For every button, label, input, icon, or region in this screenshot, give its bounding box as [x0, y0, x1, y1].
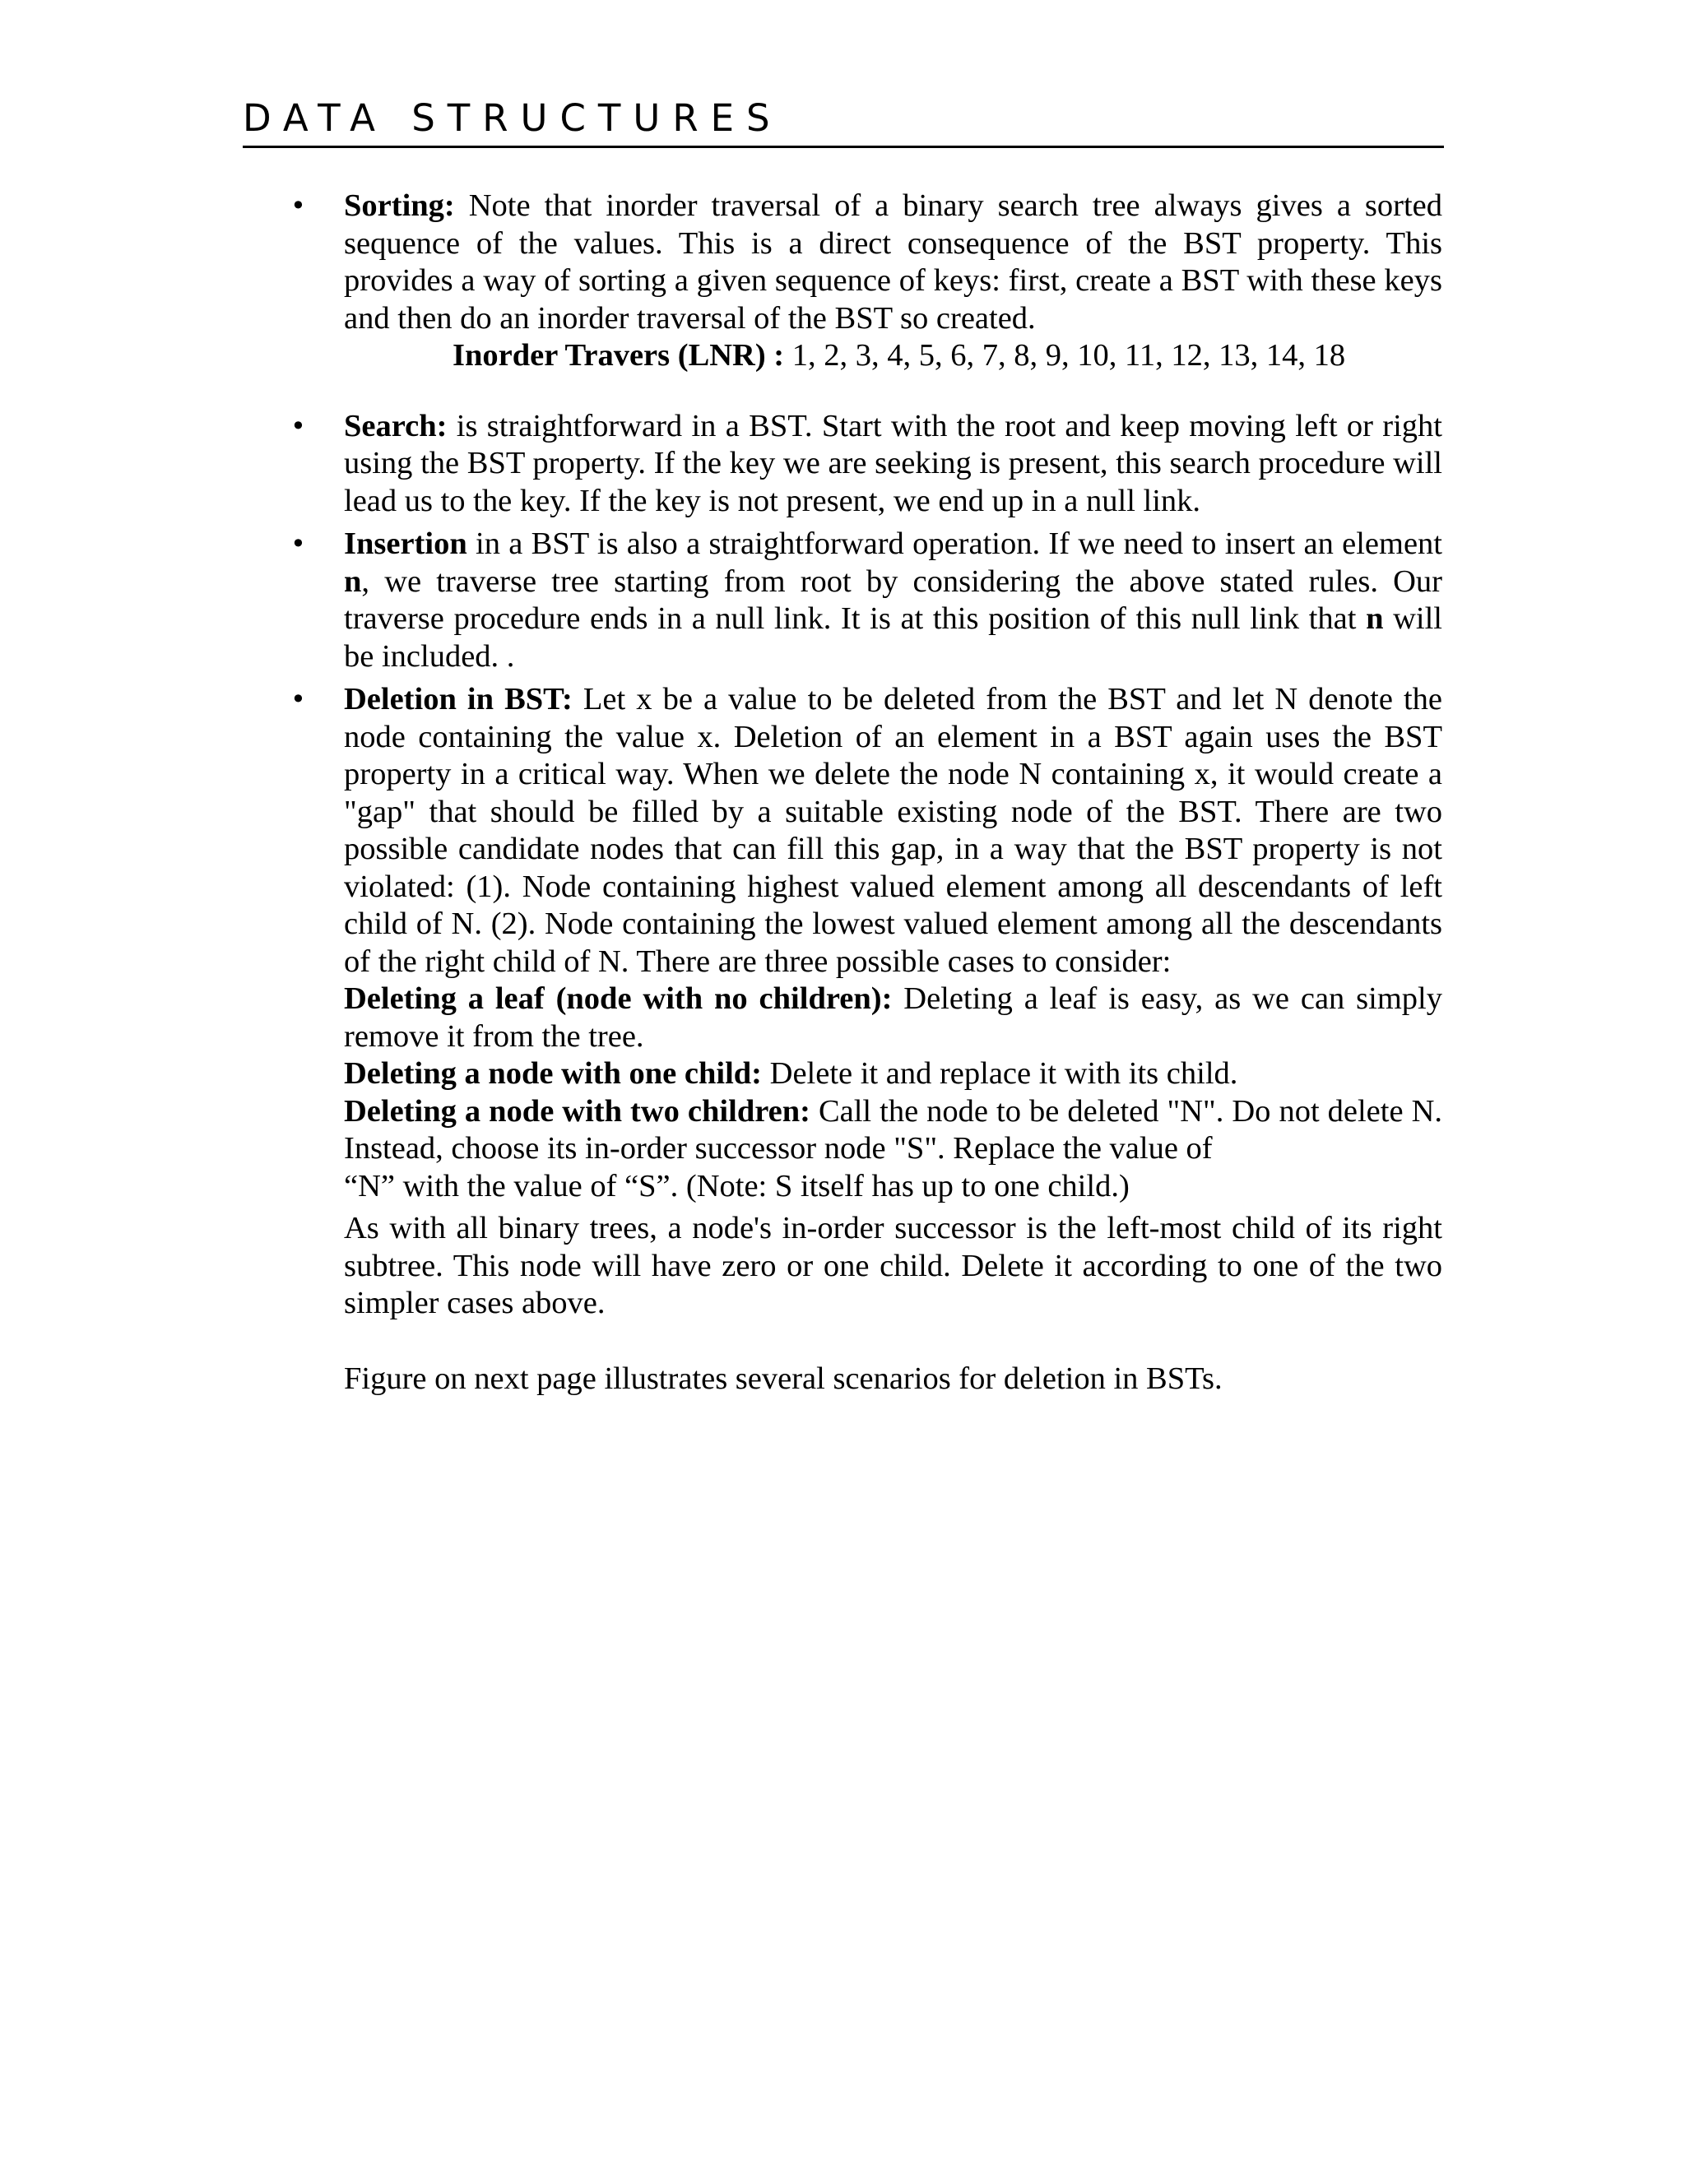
- deleting-leaf-case: [344, 981, 1442, 1055]
- bullet-icon: •: [290, 410, 306, 442]
- deleting-two-children-term: Deleting a node with two children:: [344, 1093, 810, 1129]
- bullet-item-sorting: [290, 188, 1442, 375]
- deletion-text: Let x be a value to be deleted from the BST and let N denote the node containing the value x. Deletion of an element in a BST again uses the BST property in a critical way. When we delete the node N containing x, it would create a "gap" that should be filled by a suitable existing node of the BST. There are two possible candidate nodes that can fill this gap, in a way that the BST property is not violated: (1). Node containing highest valued element among all descendants of left child of N. (2). Node containing the lowest valued element among all the descendants of the right child of N. There are three possible cases to consider:: [344, 682, 1443, 979]
- bullet-item-search: [290, 408, 1442, 521]
- deleting-two-children-text-1: Call the node to be deleted "N". Do not delete N. Instead, choose its in-order successor node "S". Replace the value of: [344, 1093, 1442, 1166]
- insertion-var: n: [344, 563, 362, 599]
- deletion-term: Deletion in BST:: [344, 682, 573, 716]
- bullet-item-deletion: [290, 681, 1443, 1398]
- running-header-title: DATA STRUCTURES: [243, 96, 782, 140]
- bullet-icon: •: [290, 190, 306, 221]
- search-term: Search:: [344, 408, 448, 443]
- inorder-label: Inorder Travers (LNR) :: [453, 338, 785, 373]
- figure-note: Figure on next page illustrates several scenarios for deletion in BSTs.: [344, 1361, 1223, 1396]
- deleting-leaf-term: Deleting a leaf (node with no children):: [344, 981, 893, 1016]
- inorder-values: 1, 2, 3, 4, 5, 6, 7, 8, 9, 10, 11, 12, 13, 14, 18: [784, 338, 1346, 373]
- deleting-one-child-case: [344, 1055, 1442, 1093]
- running-header: [243, 97, 1444, 148]
- insertion-term: Insertion: [344, 526, 467, 561]
- deleting-one-child-term: Deleting a node with one child:: [344, 1056, 763, 1091]
- sorting-text: Note that inorder traversal of a binary search tree always gives a sorted sequence of the values. This is a direct consequence of the BST property. This provides a way of sorting a given sequence of keys: first, create a BST with these keys and then do an inorder traversal of the BST so created.: [344, 188, 1442, 336]
- deleting-two-children-case: [344, 1093, 1442, 1168]
- page-content: [290, 188, 1443, 1398]
- insertion-var: n: [1366, 601, 1384, 636]
- deleting-leaf-text: Deleting a leaf is easy, as we can simply remove it from the tree.: [344, 981, 1442, 1054]
- bullet-icon: •: [290, 528, 306, 559]
- insertion-text-3: will be included. .: [344, 601, 1442, 674]
- search-text: is straightforward in a BST. Start with the root and keep moving left or right using the BST property. If the key we are seeking is present, this search procedure will lead us to the key. If the key is not present, we end up in a null link.: [344, 408, 1442, 518]
- bullet-item-insertion: [290, 526, 1442, 675]
- inorder-traversal-line: [344, 337, 1442, 375]
- insertion-text-2: , we traverse tree starting from root by considering the above stated rules. Our traverse procedure ends in a null link. It is at this position of this null link that: [344, 563, 1442, 636]
- sorting-term: Sorting:: [344, 188, 455, 223]
- successor-paragraph: As with all binary trees, a node's in-order successor is the left-most child of its right subtree. This node will have zero or one child. Delete it according to one of the two simpler cases above.: [344, 1211, 1442, 1320]
- deleting-two-children-continued: “N” with the value of “S”. (Note: S itself has up to one child.): [344, 1168, 1130, 1203]
- deleting-one-child-text: Delete it and replace it with its child.: [762, 1056, 1238, 1091]
- insertion-text-1: in a BST is also a straightforward operation. If we need to insert an element: [467, 526, 1442, 561]
- bullet-icon: •: [290, 684, 306, 715]
